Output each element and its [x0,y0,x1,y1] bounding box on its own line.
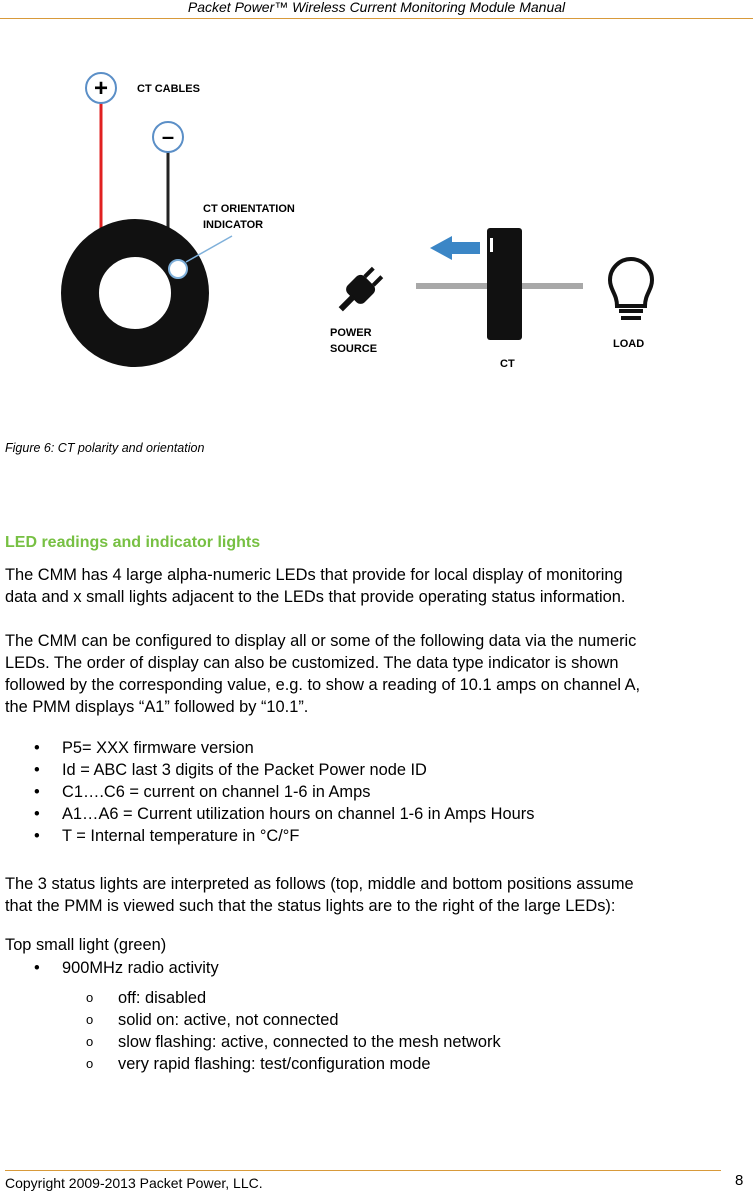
ct-ring [80,238,190,348]
paragraph-2 [5,630,750,718]
text-line: The CMM can be configured to display all or some of the following data via the numeric [5,632,637,650]
text-line: that the PMM is viewed such that the status lights are to the right of the large LEDs): [5,897,616,915]
radio-status-list [86,987,501,1075]
bullet-icon: • [34,739,40,757]
light-bulb-icon [610,259,652,320]
text-line: the PMM displays “A1” followed by “10.1”. [5,698,309,716]
ct-marker [490,238,493,252]
load-label: LOAD [613,338,645,350]
paragraph-3 [5,873,750,917]
list-item-text: 900MHz radio activity [62,959,219,977]
list-item [86,1053,501,1075]
list-item [86,987,501,1009]
list-item [86,1031,501,1053]
sub-bullet-icon: o [86,990,94,1005]
page-header [0,0,753,19]
bullet-icon: • [34,827,40,845]
text-line: The CMM has 4 large alpha-numeric LEDs that provide for local display of monitoring [5,566,623,584]
list-item-text: very rapid flashing: test/configuration mode [118,1055,431,1073]
footer-copyright: Copyright 2009-2013 Packet Power, LLC. [5,1175,263,1191]
ct-orientation-dot-icon [169,260,187,278]
text-line: LEDs. The order of display can also be customized. The data type indicator is shown [5,654,619,672]
bullet-icon: • [34,761,40,779]
bullet-icon: • [34,805,40,823]
bullet-icon: • [34,959,40,977]
section-title: LED readings and indicator lights [5,534,261,551]
list-item-text: P5= XXX firmware version [62,739,254,757]
sub-bullet-icon: o [86,1056,94,1071]
figure-caption: Figure 6: CT polarity and orientation [5,441,205,455]
list-item-text: C1….C6 = current on channel 1-6 in Amps [62,783,371,801]
top-light-heading: Top small light (green) [5,936,167,954]
ct-cables-label: CT CABLES [137,83,200,95]
plus-label: + [93,75,109,102]
list-item-text: T = Internal temperature in °C/°F [62,827,300,845]
paragraph-1 [5,564,750,608]
ct-label: CT [500,358,515,370]
sub-bullet-icon: o [86,1012,94,1027]
list-item [86,1009,501,1031]
list-item [34,825,534,847]
footer-divider [5,1170,721,1171]
bullet-icon: • [34,783,40,801]
current-direction-arrow-icon [430,236,480,260]
list-item-text: solid on: active, not connected [118,1011,339,1029]
minus-label: – [161,124,175,149]
sub-bullet-icon: o [86,1034,94,1049]
list-item-text: off: disabled [118,989,207,1007]
power-source-label-1: POWER [330,327,372,339]
list-item-text: A1…A6 = Current utilization hours on channel 1-6 in Amps Hours [62,805,535,823]
list-item-text: slow flashing: active, connected to the mesh network [118,1033,501,1051]
list-item [34,957,219,979]
header-title: Packet Power™ Wireless Current Monitoring Module Manual [187,0,566,15]
text-line: data and x small lights adjacent to the LEDs that provide operating status information. [5,588,626,606]
power-plug-icon [332,264,386,318]
list-item [34,759,534,781]
text-line: followed by the corresponding value, e.g. to show a reading of 10.1 amps on channel A, [5,676,641,694]
ct-orientation-label-1: CT ORIENTATION [203,203,295,215]
list-item [34,781,534,803]
list-item [34,803,534,825]
ct-polarity-figure [0,60,753,390]
list-item-text: Id = ABC last 3 digits of the Packet Power node ID [62,761,427,779]
data-type-list [34,737,534,847]
text-line: The 3 status lights are interpreted as follows (top, middle and bottom positions assume [5,875,634,893]
list-item [34,737,534,759]
power-source-label-2: SOURCE [330,343,378,355]
radio-list [34,957,219,979]
ct-orientation-label-2: INDICATOR [203,219,264,231]
page-number: 8 [735,1172,744,1189]
